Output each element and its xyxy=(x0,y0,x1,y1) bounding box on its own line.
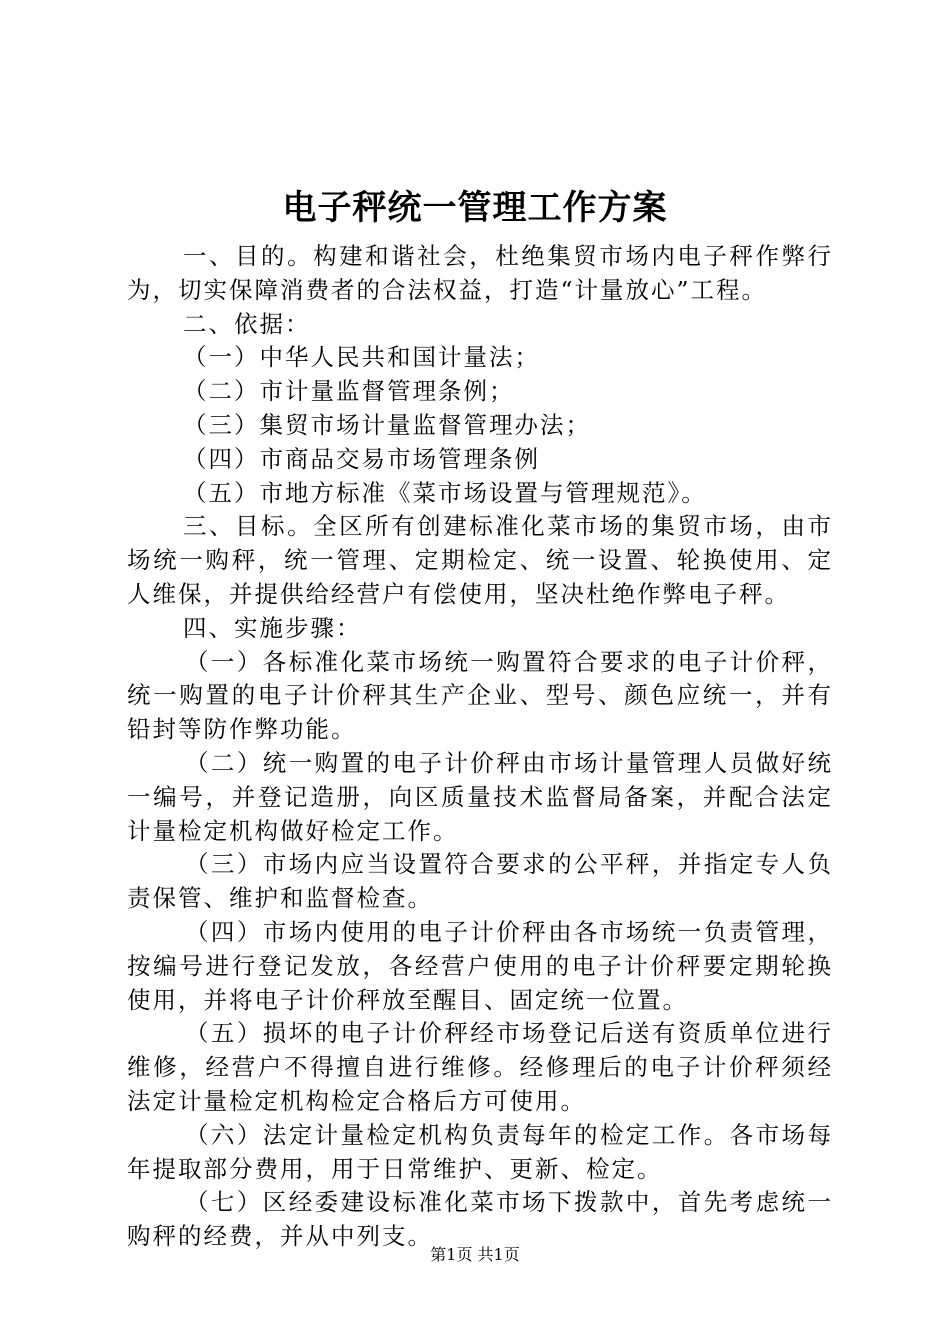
step-item: （一）各标准化菜市场统一购置符合要求的电子计价秤，统一购置的电子计价秤其生产企业、型号、颜色应统一，并有铅封等防作弊功能。 xyxy=(127,647,833,744)
paragraph-steps-heading: 四、实施步骤： xyxy=(183,613,362,642)
document-body xyxy=(127,240,833,1254)
basis-item: （五）市地方标准《菜市场设置与管理规范》。 xyxy=(183,478,707,507)
paragraph-purpose: 一、目的。构建和谐社会，杜绝集贸市场内电子秤作弊行为，切实保障消费者的合法权益，打造“计量放心”工程。 xyxy=(127,242,833,304)
document-title: 电子秤统一管理工作方案 xyxy=(282,188,668,228)
step-item: （三）市场内应当设置符合要求的公平秤，并指定专人负责保管、维护和监督检查。 xyxy=(127,850,833,913)
paragraph-goal: 三、目标。全区所有创建标准化菜市场的集贸市场，由市场统一购秤，统一管理、定期检定、统一设置、轮换使用、定人维保，并提供给经营户有偿使用，坚决杜绝作弊电子秤。 xyxy=(127,512,833,608)
paragraph-basis-heading: 二、依据： xyxy=(183,309,311,338)
step-item: （五）损坏的电子计价秤经市场登记后送有资质单位进行维修，经营户不得擅自进行维修。经修理后的电子计价秤须经法定计量检定机构检定合格后方可使用。 xyxy=(127,1019,833,1115)
step-item: （四）市场内使用的电子计价秤由各市场统一负责管理，按编号进行登记发放，各经营户使用的电子计价秤要定期轮换使用，并将电子计价秤放至醒目、固定统一位置。 xyxy=(127,917,833,1014)
basis-item: （四）市商品交易市场管理条例 xyxy=(183,444,540,473)
page-footer: 第1页 共1页 xyxy=(430,1245,520,1264)
step-item: （六）法定计量检定机构负责每年的检定工作。各市场每年提取部分费用，用于日常维护、更新、检定。 xyxy=(127,1120,833,1183)
step-item: （二）统一购置的电子计价秤由市场计量管理人员做好统一编号，并登记造册，向区质量技术监督局备案，并配合法定计量检定机构做好检定工作。 xyxy=(127,748,833,845)
step-item: （七）区经委建设标准化菜市场下拨款中，首先考虑统一购秤的经费，并从中列支。 xyxy=(127,1188,833,1251)
basis-item: （三）集贸市场计量监督管理办法； xyxy=(183,410,591,439)
basis-item: （二）市计量监督管理条例； xyxy=(183,377,515,406)
basis-item: （一）中华人民共和国计量法； xyxy=(183,343,540,372)
